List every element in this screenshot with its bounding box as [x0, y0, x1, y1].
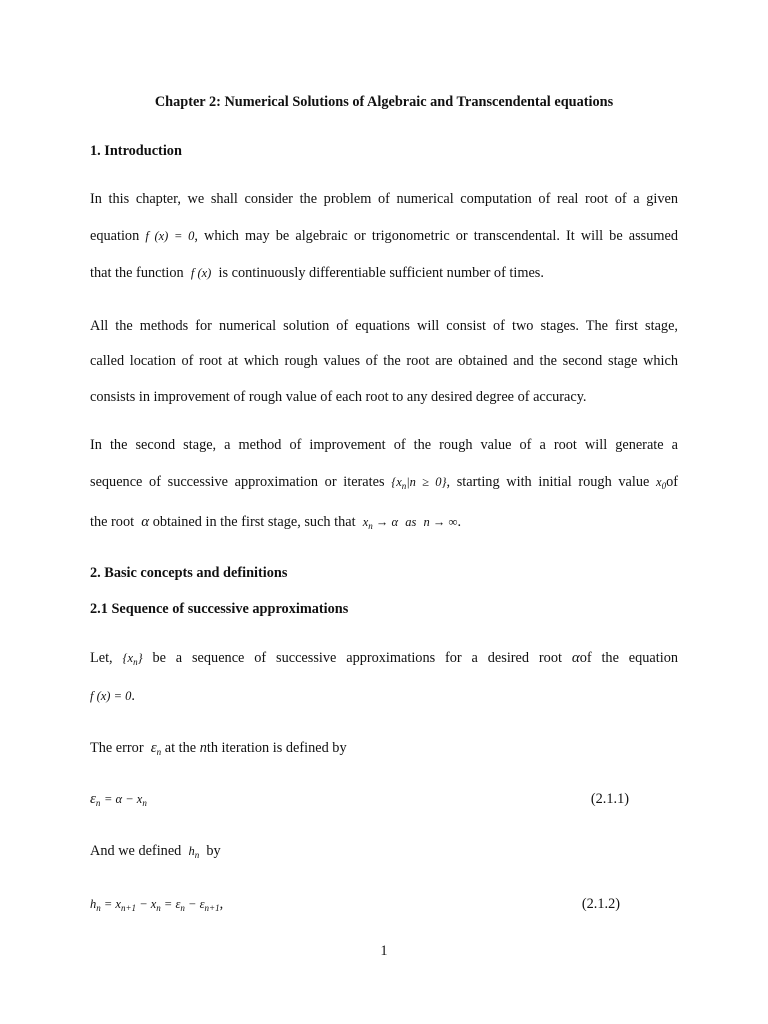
initial-value-x0: $x_0$ [656, 475, 667, 491]
alpha-symbol: α [141, 514, 150, 530]
alpha-symbol: α [571, 650, 580, 666]
sequence-xn: $\{x_n\}$ [122, 651, 143, 667]
stages-line-3: consists in improvement of rough value of each root to any desired degree of accuracy. [90, 389, 587, 405]
second-stage-line-2: sequence of successive approximation or iterates $\{x_n|n \ge 0\}$, starting with initial rough value $x_0of$ [90, 474, 679, 491]
h-n: $h_n$ [188, 844, 200, 860]
stages-line-1: All the methods for numerical solution of equations will consist of two stages. The first stage, [90, 318, 678, 334]
iterate-set: $\{x_n|n \ge 0\}$ [391, 475, 447, 491]
stages-line-2: called location of root at which rough values of the root are obtained and the second stage which [90, 353, 678, 369]
error-definition-line: The error $\varepsilon_n$ at the nth iteration is defined by [90, 740, 347, 757]
equation-number-2-1-2: (2.1.2) [581, 896, 620, 912]
function-f-x: f (x) [190, 266, 212, 280]
subsection-2-1-heading: 2.1 Sequence of successive approximations [90, 601, 349, 617]
page-number: 1 [380, 943, 388, 959]
second-stage-line-3: the root α obtained in the first stage, such that $x_n \to \alpha$ as n → ∞. [90, 514, 462, 531]
equation-f-x-zero: f (x) = 0 [145, 229, 195, 243]
section-1-heading: 1. Introduction [90, 143, 182, 159]
intro-line-1: In this chapter, we shall consider the problem of numerical computation of real root of a given [90, 191, 678, 207]
sequence-line-1: Let, $\{x_n\}$ be a sequence of successive approximations for a desired root αof the equation [90, 650, 679, 667]
equation-number-2-1-1: (2.1.1) [590, 791, 629, 807]
sequence-line-2: f (x) = 0. [90, 688, 135, 704]
equation-2-1-1: $\varepsilon_n = \alpha - x_n$ [90, 791, 147, 808]
chapter-title: Chapter 2: Numerical Solutions of Algebraic and Transcendental equations [154, 94, 614, 110]
h-definition-line: And we defined $h_n$ by [90, 843, 221, 860]
equation-2-1-2: $h_n = x_{n+1} - x_n = \varepsilon_n - \varepsilon_{n+1}$, [90, 896, 224, 913]
convergence-expression: $x_n \to \alpha$ [362, 515, 399, 531]
limit-expression: n → ∞ [423, 515, 458, 529]
intro-line-2: equation f (x) = 0, which may be algebraic or trigonometric or transcendental. It will be assumed [90, 228, 679, 244]
second-stage-line-1: In the second stage, a method of improvement of the rough value of a root will generate a [90, 437, 678, 453]
equation-f-x-zero: f (x) = 0 [90, 689, 132, 703]
section-2-heading: 2. Basic concepts and definitions [90, 565, 288, 581]
intro-line-3: that the function f (x) is continuously differentiable sufficient number of times. [90, 265, 544, 281]
epsilon-n: $\varepsilon_n$ [150, 740, 162, 757]
